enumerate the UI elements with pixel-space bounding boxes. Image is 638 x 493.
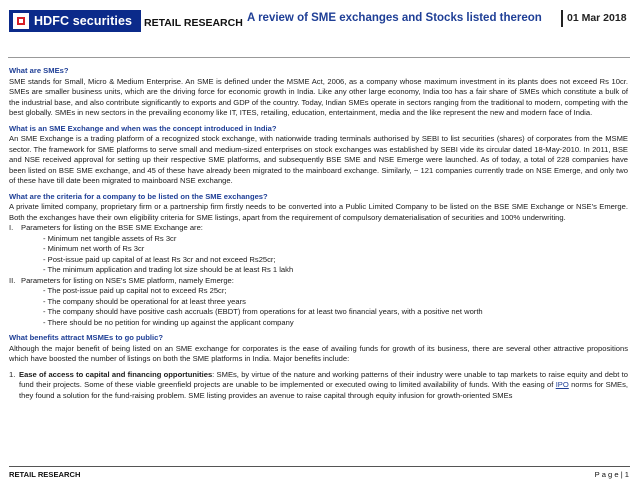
benefit-title: Ease of access to capital and financing opportunities	[19, 369, 213, 379]
list-item: - The minimum application and trading lot size should be at least Rs 1 lakh	[43, 265, 294, 274]
list-item: - Minimum net tangible assets of Rs 3cr	[43, 233, 177, 243]
section-heading-benefits: What benefits attract MSMEs to go public?	[9, 333, 163, 342]
footer-rule	[9, 466, 630, 467]
document-date: 01 Mar 2018	[567, 12, 627, 24]
section-label: RETAIL RESEARCH	[144, 17, 243, 29]
document-title: A review of SME exchanges and Stocks listed thereon	[247, 12, 542, 24]
list-number: II.	[9, 275, 16, 285]
benefit-item	[9, 370, 628, 402]
criteria-nse-label: Parameters for listing on NSE's SME platform, namely Emerge:	[21, 275, 234, 285]
list-item: - Minimum net worth of Rs 3cr	[43, 244, 145, 253]
page-header	[0, 0, 638, 58]
section-heading-smes: What are SMEs?	[9, 66, 69, 75]
benefit-text-continued: norms for SMEs, they found a solution for the fund-raising problem. SME listing provides an avenue to raise capital through equity infusion for growth-oriented SMEs	[19, 380, 628, 400]
section-heading-criteria: What are the criteria for a company to be listed on the SME exchanges?	[9, 191, 268, 201]
paragraph-sme-exchange: An SME Exchange is a trading platform of a recognized stock exchange, with nationwide trading terminals authorised by SEBI to list securities (shares) of corporates from the MSME sector. The framework for SME platforms to serve small and medium-sized enterprises on stock exchanges was established by SEBI vide its circular dated 18-May-2010. In 2011, BSE and NSE received approval for setting up their respective SME platforms, and subsequently BSE SME and NSE Emerge were launched. As of today, a total of 228 companies have been listed on BSE SME exchange, and 45 of these have already been migrated to the mainboard exchange. Similarly, ~ 121 companies currently trade on NSE Emerge, and only two of these have till date been migrated to mainboard NSE exchange.	[9, 134, 628, 185]
list-item: - Post-issue paid up capital of at least Rs 3cr and not exceed Rs25cr;	[43, 254, 276, 264]
criteria-bse-label: Parameters for listing on the BSE SME Exchange are:	[21, 223, 203, 232]
criteria-bse-heading	[9, 223, 628, 234]
benefit-text: : SMEs, by virtue of the nature and working patterns of their industry were unable to tap markets to raise equity and debt to fund their projects. Some of these viable greenfield projects are unable to be implemented or executed owing to limited availability of funds. With the easing of	[19, 369, 628, 389]
hdfc-logo-icon	[13, 13, 29, 29]
list-item: - There should be no petition for winding up against the applicant company	[43, 317, 294, 327]
list-item: - The company should be operational for at least three years	[43, 296, 246, 306]
page-number: P a g e | 1	[594, 470, 629, 479]
list-item: - The company should have positive cash accruals (EBDT) from operations for at least two financial years, with a positive net worth	[43, 307, 483, 316]
logo-text: HDFC securities	[34, 14, 133, 28]
hdfc-securities-logo	[9, 10, 141, 32]
document-body	[9, 66, 628, 401]
footer-section-label: RETAIL RESEARCH	[9, 470, 81, 479]
header-rule	[8, 57, 630, 58]
paragraph-smes: SME stands for Small, Micro & Medium Enterprise. An SME is defined under the MSME Act, 2006, as a company whose maximum investment in its plants does not exceed Rs 10cr. SMEs are smaller business units, which are the driving force for economic growth in India. Like any other large economy, India too has a fair share of SMEs which constitute a bulk of the industrial base, and also contribute significantly to exports and GDP of the country. Today, Indian SMEs operate in sectors ranging from the traditional to modern, competing with the best globally. SMEs in new sectors in the prevailing economy like IT, ITES, retailing, education, entertainment, media and the like represent the new and modern face of India.	[9, 76, 628, 117]
list-number: I.	[9, 223, 14, 232]
list-number: 1.	[9, 369, 16, 379]
criteria-nse-heading	[9, 276, 628, 287]
list-item: - The post-issue paid up capital not to exceed Rs 25cr;	[43, 286, 227, 295]
paragraph-benefits: Although the major benefit of being listed on an SME exchange for corporates is the ease of availing funds for growth of its business, there are several other attractive propositions which have boosted the number of listings on both the SME platforms in India. Major benefits include:	[9, 343, 628, 363]
paragraph-criteria: A private limited company, proprietary firm or a partnership firm firstly needs to be converted into a Public Limited Company to be listed on the BSE SME Exchange or NSE's Emerge. Both the exchanges have their own eligibility criteria for SME listings, apart from the requirement of compulsory dematerialisation of securities and 100% underwriting.	[9, 202, 628, 222]
ipo-link[interactable]: IPO	[555, 380, 569, 389]
title-divider	[561, 10, 563, 27]
criteria-list	[9, 223, 628, 328]
section-heading-sme-exchange: What is an SME Exchange and when was the concept introduced in India?	[9, 123, 277, 133]
